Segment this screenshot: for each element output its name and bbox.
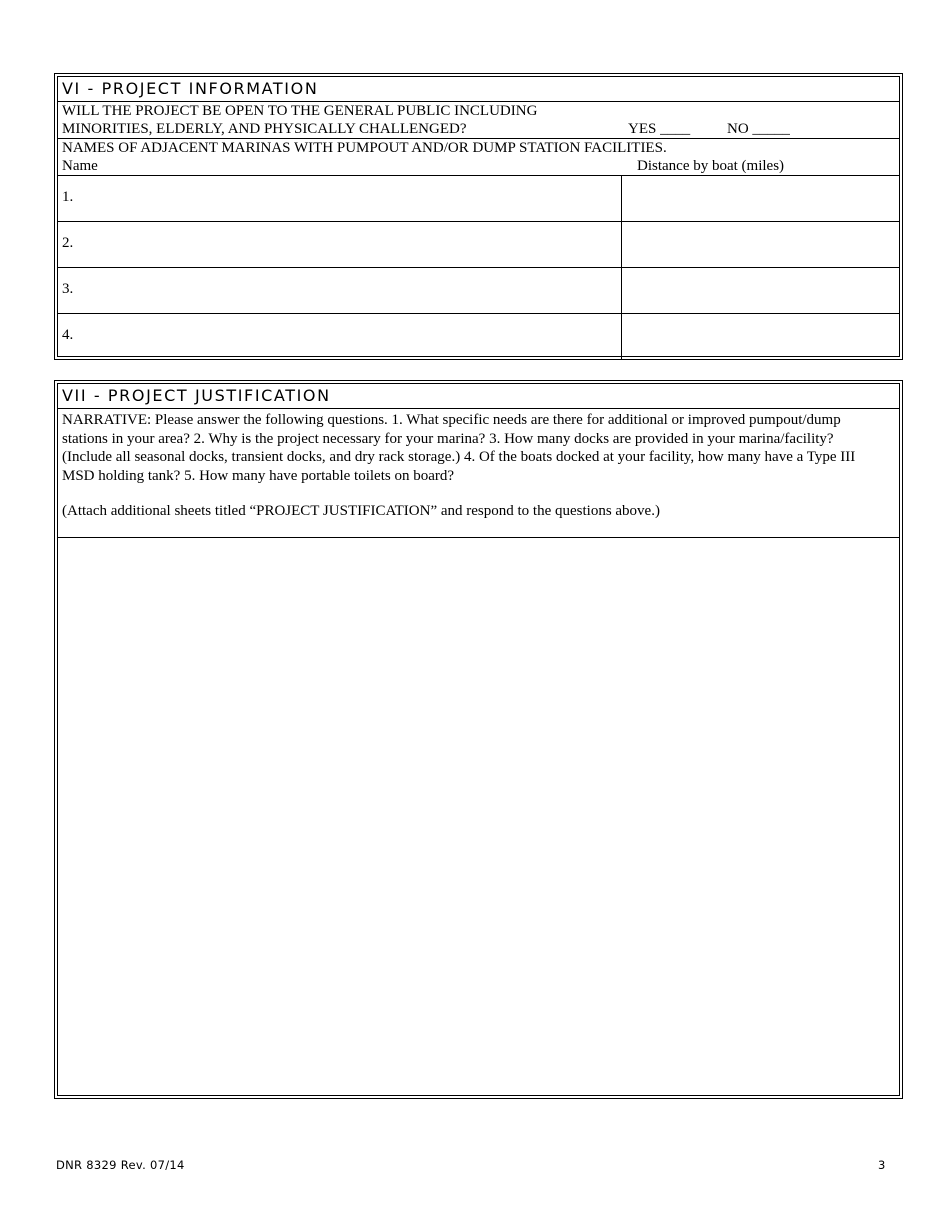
attach-note: (Attach additional sheets titled “PROJECT JUSTIFICATION” and respond to the questions above.) <box>62 503 660 519</box>
marina-row <box>58 268 899 314</box>
marina-name-field[interactable] <box>58 314 622 360</box>
marina-name-field[interactable] <box>58 268 622 313</box>
page-number: 3 <box>878 1158 886 1172</box>
marina-name-field[interactable] <box>58 176 622 221</box>
form-id: DNR 8329 Rev. 07/14 <box>56 1158 185 1172</box>
section-project-information-frame <box>57 76 900 357</box>
row-number: 2. <box>62 235 74 251</box>
marina-distance-field[interactable] <box>622 268 899 313</box>
row-number: 4. <box>62 327 74 343</box>
narrative-line: (Include all seasonal docks, transient docks, and dry rack storage.) 4. Of the boats docked at your facility, how many have a Type III <box>62 449 856 465</box>
narrative-line: NARRATIVE: Please answer the following questions. 1. What specific needs are there for additional or improved pumpout/dump <box>62 412 841 428</box>
public-access-question-row <box>58 102 899 139</box>
section-project-information <box>54 73 903 360</box>
marina-distance-field[interactable] <box>622 176 899 221</box>
marina-row <box>58 222 899 268</box>
row-number: 3. <box>62 281 74 297</box>
narrative-instructions <box>58 409 899 538</box>
section-heading: VI - PROJECT INFORMATION <box>58 77 899 102</box>
section-project-justification-frame <box>57 383 900 1096</box>
section-heading: VII - PROJECT JUSTIFICATION <box>58 384 899 409</box>
column-header-distance: Distance by boat (miles) <box>637 158 785 174</box>
justification-response-area[interactable] <box>58 538 899 1095</box>
adjacent-marinas-title: NAMES OF ADJACENT MARINAS WITH PUMPOUT AND/OR DUMP STATION FACILITIES. <box>62 140 667 156</box>
marina-name-field[interactable] <box>58 222 622 267</box>
narrative-line: stations in your area? 2. Why is the project necessary for your marina? 3. How many docks are provided in your marina/facility? <box>62 430 834 447</box>
row-number: 1. <box>62 189 74 205</box>
public-access-question-line2: MINORITIES, ELDERLY, AND PHYSICALLY CHALLENGED? <box>62 121 467 137</box>
narrative-line: MSD holding tank? 5. How many have portable toilets on board? <box>62 467 455 484</box>
marina-distance-field[interactable] <box>622 222 899 267</box>
marina-distance-field[interactable] <box>622 314 899 360</box>
section-project-justification <box>54 380 903 1099</box>
public-access-question-line1: WILL THE PROJECT BE OPEN TO THE GENERAL PUBLIC INCLUDING <box>62 103 538 119</box>
column-header-name: Name <box>62 158 98 174</box>
marina-row <box>58 314 899 360</box>
no-answer-blank[interactable]: NO _____ <box>727 121 790 137</box>
adjacent-marinas-header-row <box>58 139 899 176</box>
marina-row <box>58 176 899 222</box>
yes-answer-blank[interactable]: YES ____ <box>628 121 691 137</box>
